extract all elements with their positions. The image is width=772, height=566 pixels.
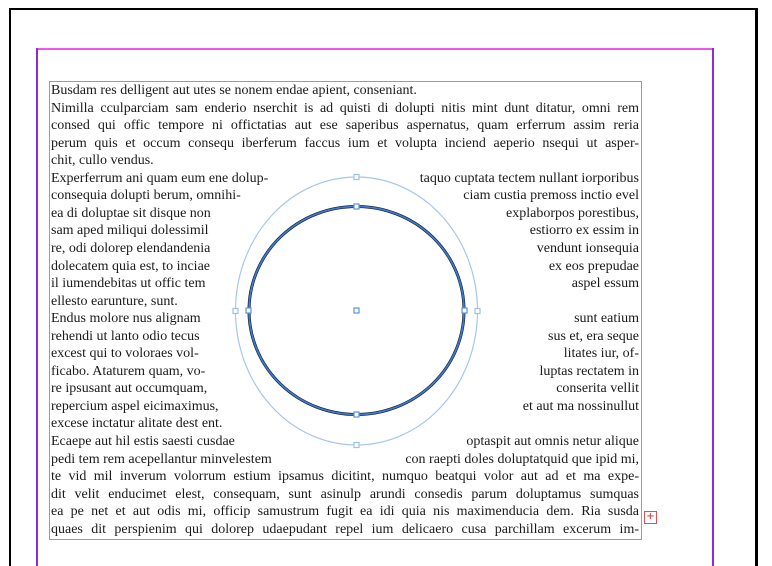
- page-border-top: [9, 8, 758, 10]
- page-border-right: [755, 8, 758, 566]
- text-fragment-right: sunt eatium: [574, 311, 639, 327]
- text-fragment-left: Experferrum ani quam eum ene dolup-: [51, 170, 269, 186]
- text-line: te vid mil inverum volorrum estium ipsamus dicitint, numquo beatqui volor aut ad et ma expe-: [51, 469, 639, 485]
- text-line: [51, 258, 639, 276]
- text-line: Nimilla cculparciam sam enderio nserchit is ad quisti di dolupti nitis mint dunt ditatur, omni rem: [51, 100, 639, 116]
- text-fragment-right: explaborpos porestibus,: [506, 205, 639, 221]
- text-line: [51, 310, 639, 328]
- text-line: [51, 380, 639, 398]
- text-fragment-left: sam aped miliqui dolessimil: [51, 223, 209, 239]
- text-fragment-left: chit, cullo vendus.: [51, 153, 154, 169]
- text-fragment-right: sus et, era seque: [548, 328, 639, 344]
- column-guide-left: [36, 48, 38, 566]
- text-fragment-right: et aut ma nossinullut: [522, 398, 639, 414]
- text-fragment-left: rehendi ut lanto odio tecus: [51, 328, 200, 344]
- text-line: [51, 328, 639, 346]
- text-line: [51, 398, 639, 416]
- text-line: [51, 240, 639, 258]
- text-line: [51, 433, 639, 451]
- margin-guide-top: [37, 48, 713, 50]
- text-fragment-right: estiorro ex essim in: [529, 223, 639, 239]
- text-fragment-left: il iumendebitas ut offic tem: [51, 276, 206, 292]
- text-fragment-left: re, odi dolorep elendandenia: [51, 240, 211, 256]
- text-fragment-left: ellesto earunture, sunt.: [51, 293, 178, 309]
- text-line: [51, 222, 639, 240]
- text-line: consed qui offic tempore ni offictatias aut ese saperibus aspernatus, quam erferrum assim reria: [51, 118, 639, 134]
- text-line: perum quis et occum consequ iberferum faccus ium et volupta inciend aeperio nsequi ut asper-: [51, 135, 639, 151]
- text-line: [51, 345, 639, 363]
- overset-text-icon[interactable]: +: [644, 511, 657, 524]
- text-fragment-right: vendunt ionsequia: [536, 240, 639, 256]
- text-fragment-left: repercium aspel eicimaximus,: [51, 398, 219, 414]
- text-line: ea pe net et aut odis mi, officip samustrum fugit ea idi quia nis maximenducia dem. Ria susda: [51, 504, 639, 520]
- text-fragment-right: litates iur, of-: [563, 346, 639, 362]
- text-line: [51, 152, 639, 170]
- text-line: [51, 415, 639, 433]
- text-line: [51, 205, 639, 223]
- text-fragment-right: optaspit aut omnis netur alique: [466, 434, 639, 449]
- text-line: [51, 451, 639, 469]
- text-fragment-right: taquo cuptata tectem nullant iorporibus: [419, 170, 639, 186]
- text-fragment-left: consequia dolupti berum, omnihi-: [51, 188, 241, 204]
- text-fragment-left: excest qui to voloraes vol-: [51, 346, 199, 362]
- text-fragment-left: excese inctatur alitate dest ent.: [51, 416, 223, 432]
- text-fragment-left: ea di doluptae sit disque non: [51, 205, 211, 221]
- text-fragment-left: Ecaepe aut hil estis saesti cusdae: [51, 434, 235, 449]
- text-line: [51, 187, 639, 205]
- text-line: [51, 170, 639, 188]
- text-fragment-right: aspel essum: [571, 276, 639, 292]
- text-fragment-left: Busdam res delligent aut utes se nonem endae apient, conseniant.: [51, 83, 417, 98]
- text-fragment-right: con raepti doles doluptatquid que ipid mi,: [405, 451, 639, 467]
- text-fragment-right: ex eos prepudae: [548, 258, 639, 274]
- text-fragment-right: luptas rectatem in: [539, 363, 639, 379]
- text-line: [51, 293, 639, 311]
- text-line: [51, 82, 639, 100]
- text-fragment-left: ficabo. Ataturem quam, vo-: [51, 363, 206, 379]
- text-fragment-left: pedi tem rem acepellantur minvelestem: [51, 451, 272, 467]
- text-fragment-right: conserita vellit: [556, 381, 639, 397]
- text-frame-content: [51, 82, 639, 540]
- text-fragment-right: ciam custia premoss inctio evel: [463, 188, 639, 204]
- text-line: quaes dit perspienim qui dolorep udaepudant repel ium delicaero cusa parchillam excerum im-: [51, 521, 639, 537]
- text-line: dit velit enducimet elest, consequam, sunt asinulp arundi consedis parum doluptamus sumquas: [51, 486, 639, 502]
- text-line: [51, 275, 639, 293]
- page-border-left: [9, 8, 11, 566]
- text-fragment-left: dolecatem quia est, to inciae: [51, 258, 210, 274]
- column-guide-right: [712, 48, 714, 566]
- text-fragment-left: re ipsusant aut occumquam,: [51, 381, 208, 397]
- text-fragment-left: Endus molore nus alignam: [51, 311, 201, 327]
- text-line: [51, 363, 639, 381]
